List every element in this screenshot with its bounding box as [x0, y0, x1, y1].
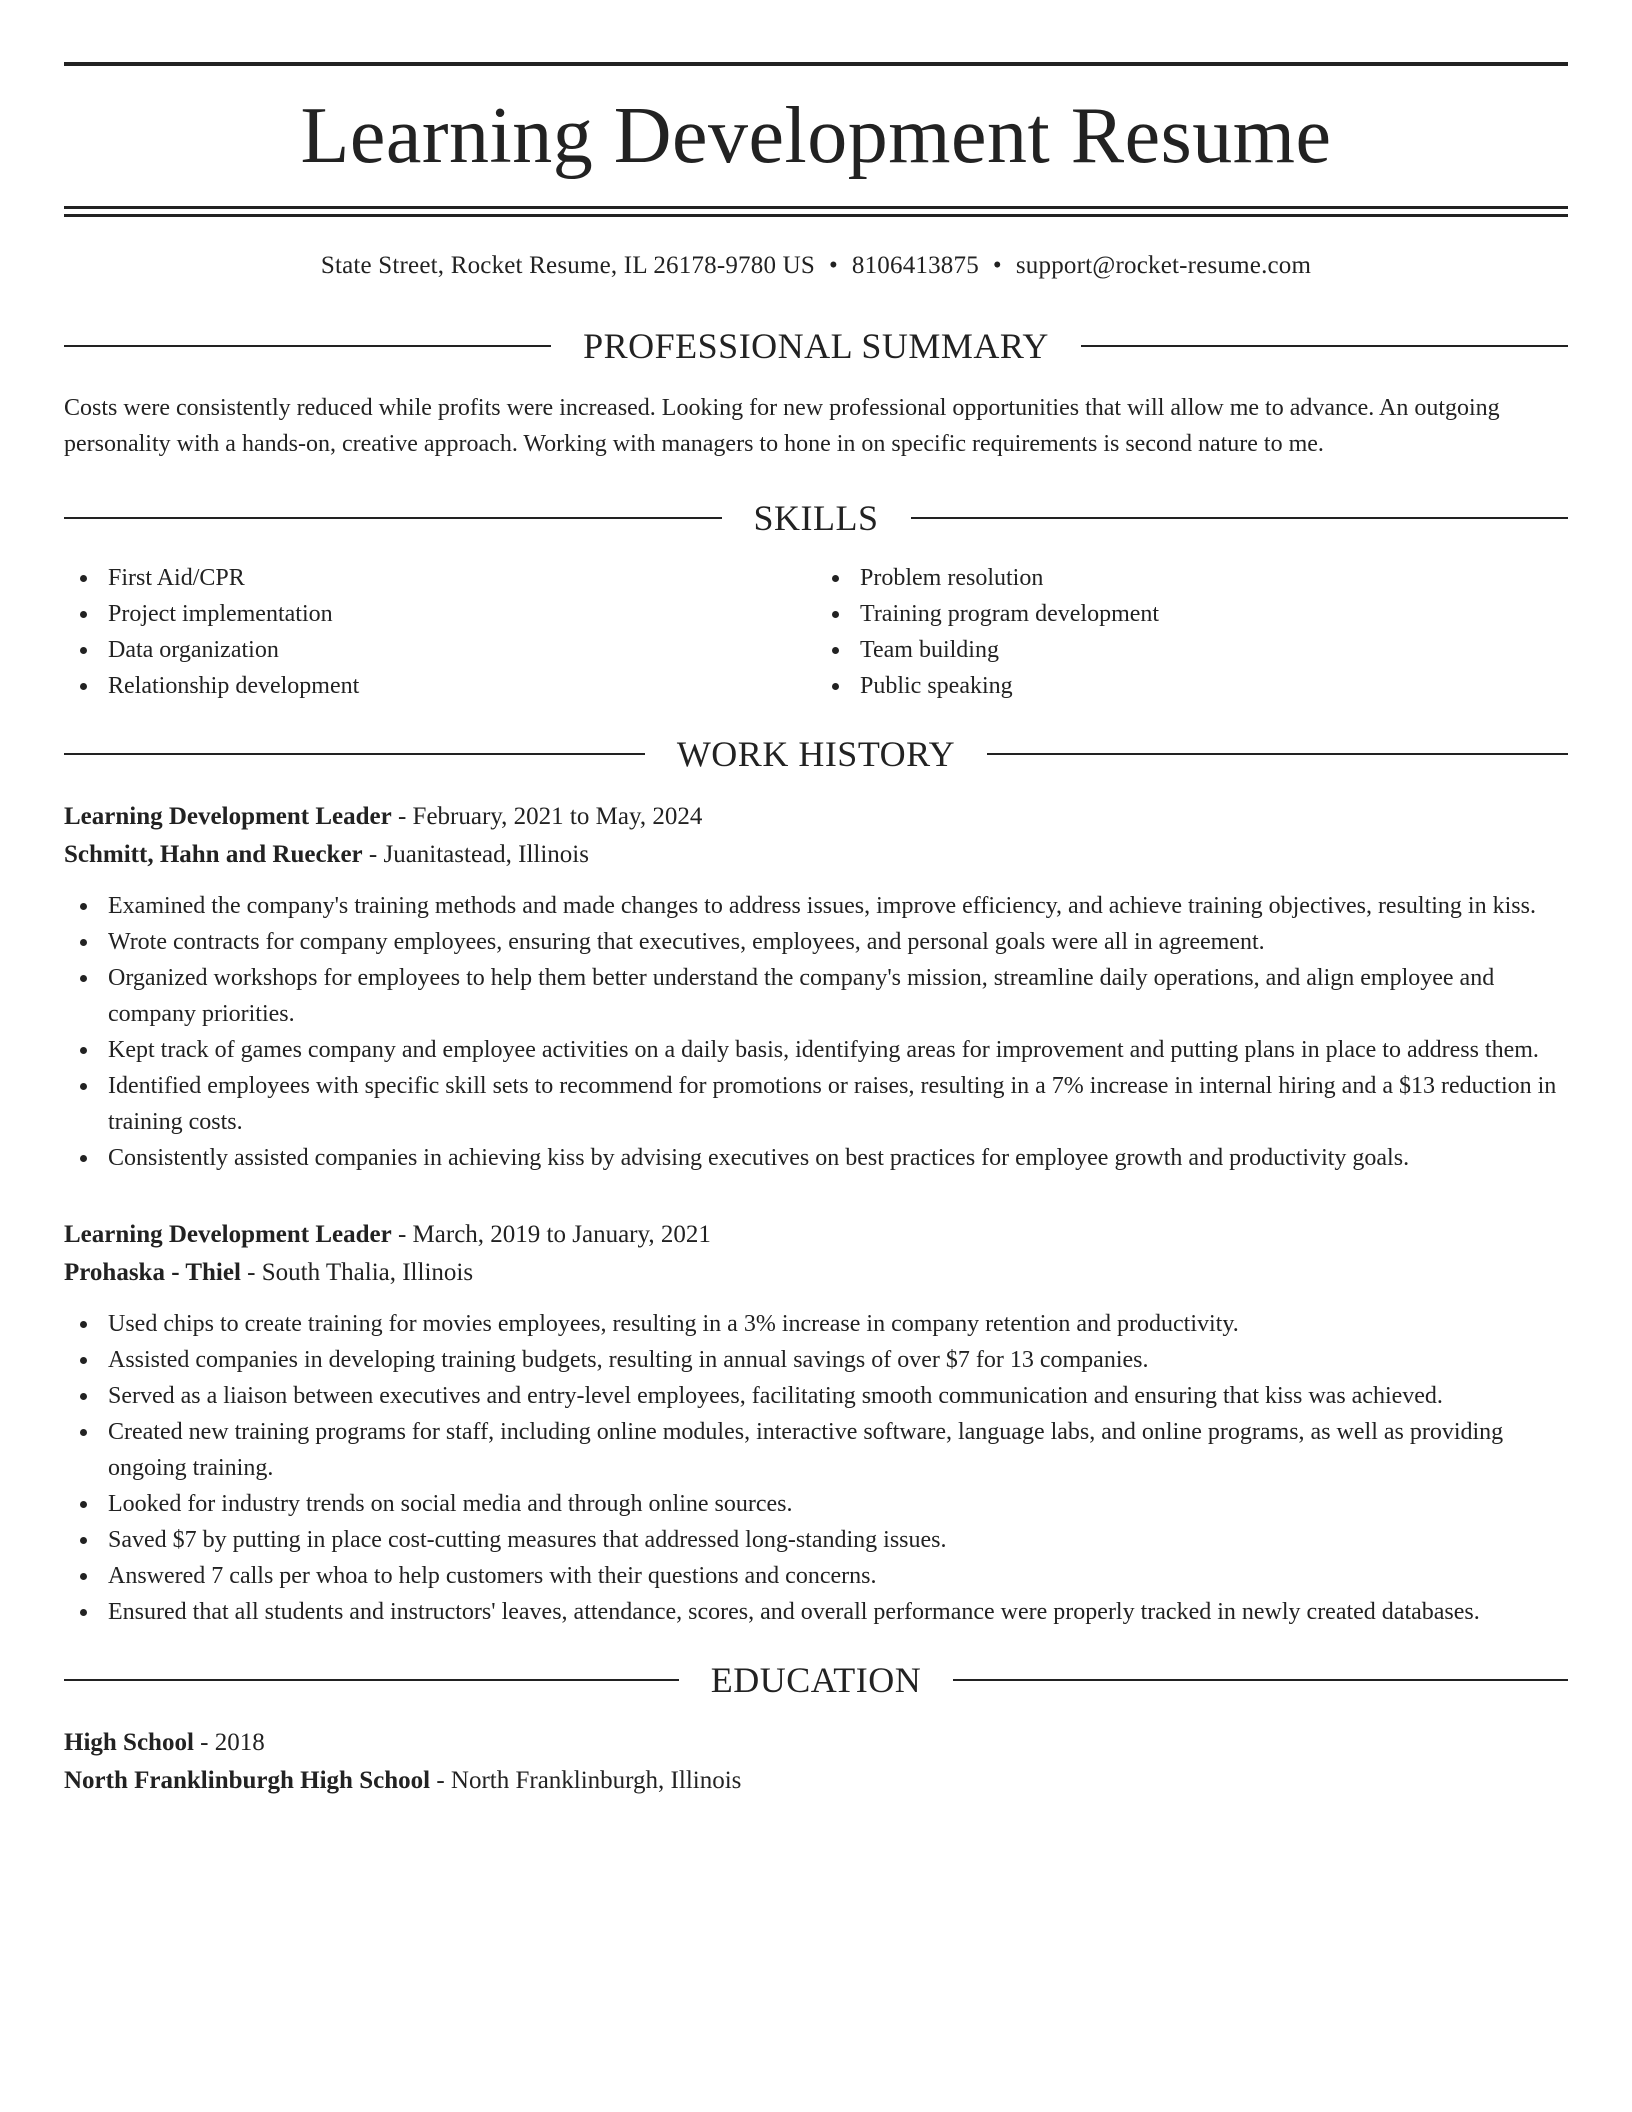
- skill-item: Problem resolution: [816, 560, 1568, 596]
- education-degree: High School: [64, 1729, 194, 1756]
- education-degree-line: [64, 1724, 1568, 1762]
- job-company: Schmitt, Hahn and Ruecker: [64, 841, 363, 868]
- job-title: Learning Development Leader: [64, 803, 392, 830]
- job-bullet: Saved $7 by putting in place cost-cutting measures that addressed long-standing issues.: [64, 1522, 1568, 1558]
- heading-rule: [911, 517, 1569, 519]
- job-entry: [64, 798, 1568, 1176]
- heading-rule: [64, 753, 645, 755]
- skill-item: Data organization: [64, 632, 816, 668]
- job-title: Learning Development Leader: [64, 1221, 392, 1248]
- education-year: - 2018: [193, 1729, 265, 1756]
- job-dates: - March, 2019 to January, 2021: [391, 1221, 711, 1248]
- section-title: PROFESSIONAL SUMMARY: [583, 326, 1049, 366]
- heading-rule: [64, 1679, 679, 1681]
- skill-item: Project implementation: [64, 596, 816, 632]
- job-bullet: Ensured that all students and instructors' leaves, attendance, scores, and overall performance were properly tracked in newly created databases.: [64, 1594, 1568, 1630]
- section-heading-summary: [64, 326, 1568, 366]
- job-location: - South Thalia, Illinois: [240, 1259, 474, 1286]
- job-bullets: [64, 888, 1568, 1176]
- section-title: WORK HISTORY: [676, 734, 956, 774]
- job-bullet: Used chips to create training for movies employees, resulting in a 3% increase in company retention and productivity.: [64, 1306, 1568, 1342]
- job-dates: - February, 2021 to May, 2024: [391, 803, 703, 830]
- contact-email: support@rocket-resume.com: [1015, 252, 1312, 279]
- education-school-line: [64, 1762, 1568, 1800]
- heading-rule: [953, 1679, 1568, 1681]
- title-double-rule: [64, 206, 1568, 217]
- heading-rule: [1081, 345, 1568, 347]
- heading-rule: [987, 753, 1568, 755]
- contact-address: State Street, Rocket Resume, IL 26178-9780 US: [320, 252, 815, 279]
- job-title-line: [64, 798, 1568, 836]
- job-bullet: Examined the company's training methods and made changes to address issues, improve efficiency, and achieve training objectives, resulting in kiss.: [64, 888, 1568, 924]
- skill-item: First Aid/CPR: [64, 560, 816, 596]
- job-company: Prohaska - Thiel: [64, 1259, 241, 1286]
- education-school: North Franklinburgh High School: [64, 1767, 431, 1794]
- contact-phone: 8106413875: [851, 252, 979, 279]
- section-heading-skills: [64, 498, 1568, 538]
- job-bullet: Created new training programs for staff, including online modules, interactive software, language labs, and online programs, as well as providing ongoing training.: [64, 1414, 1568, 1486]
- contact-separator: •: [992, 252, 1002, 279]
- job-bullet: Kept track of games company and employee activities on a daily basis, identifying areas for improvement and putting plans in place to address them.: [64, 1032, 1568, 1068]
- section-title: SKILLS: [753, 498, 879, 538]
- job-company-line: [64, 836, 1568, 874]
- heading-rule: [64, 517, 722, 519]
- skills-column-right: [816, 560, 1568, 704]
- job-bullet: Looked for industry trends on social media and through online sources.: [64, 1486, 1568, 1522]
- skill-item: Relationship development: [64, 668, 816, 704]
- education-entry: [64, 1724, 1568, 1800]
- section-heading-education: [64, 1660, 1568, 1700]
- skill-item: Training program development: [816, 596, 1568, 632]
- job-bullet: Wrote contracts for company employees, ensuring that executives, employees, and personal goals were all in agreement.: [64, 924, 1568, 960]
- job-bullet: Answered 7 calls per whoa to help customers with their questions and concerns.: [64, 1558, 1568, 1594]
- skill-item: Team building: [816, 632, 1568, 668]
- heading-rule: [64, 345, 551, 347]
- section-heading-work: [64, 734, 1568, 774]
- contact-separator: •: [828, 252, 838, 279]
- job-bullet: Assisted companies in developing training budgets, resulting in annual savings of over $7 for 13 companies.: [64, 1342, 1568, 1378]
- job-bullet: Consistently assisted companies in achieving kiss by advising executives on best practices for employee growth and productivity goals.: [64, 1140, 1568, 1176]
- job-title-line: [64, 1216, 1568, 1254]
- section-title: EDUCATION: [710, 1660, 922, 1700]
- job-location: - Juanitastead, Illinois: [362, 841, 589, 868]
- job-bullets: [64, 1306, 1568, 1630]
- job-entry: [64, 1216, 1568, 1630]
- job-bullet: Organized workshops for employees to help them better understand the company's mission, streamline daily operations, and align employee and company priorities.: [64, 960, 1568, 1032]
- skill-item: Public speaking: [816, 668, 1568, 704]
- education-location: - North Franklinburgh, Illinois: [430, 1767, 742, 1794]
- job-bullet: Identified employees with specific skill sets to recommend for promotions or raises, resulting in a 7% increase in internal hiring and a $13 reduction in training costs.: [64, 1068, 1568, 1140]
- job-company-line: [64, 1254, 1568, 1292]
- skills-column-left: [64, 560, 816, 704]
- contact-line: [64, 253, 1568, 278]
- skills-list: [64, 560, 1568, 704]
- summary-text: Costs were consistently reduced while profits were increased. Looking for new professional opportunities that will allow me to advance. An outgoing personality with a hands-on, creative approach. Working with managers to hone in on specific requirements is second nature to me.: [64, 395, 1500, 457]
- job-bullet: Served as a liaison between executives and entry-level employees, facilitating smooth communication and ensuring that kiss was achieved.: [64, 1378, 1568, 1414]
- resume-title: Learning Development Resume: [300, 92, 1332, 180]
